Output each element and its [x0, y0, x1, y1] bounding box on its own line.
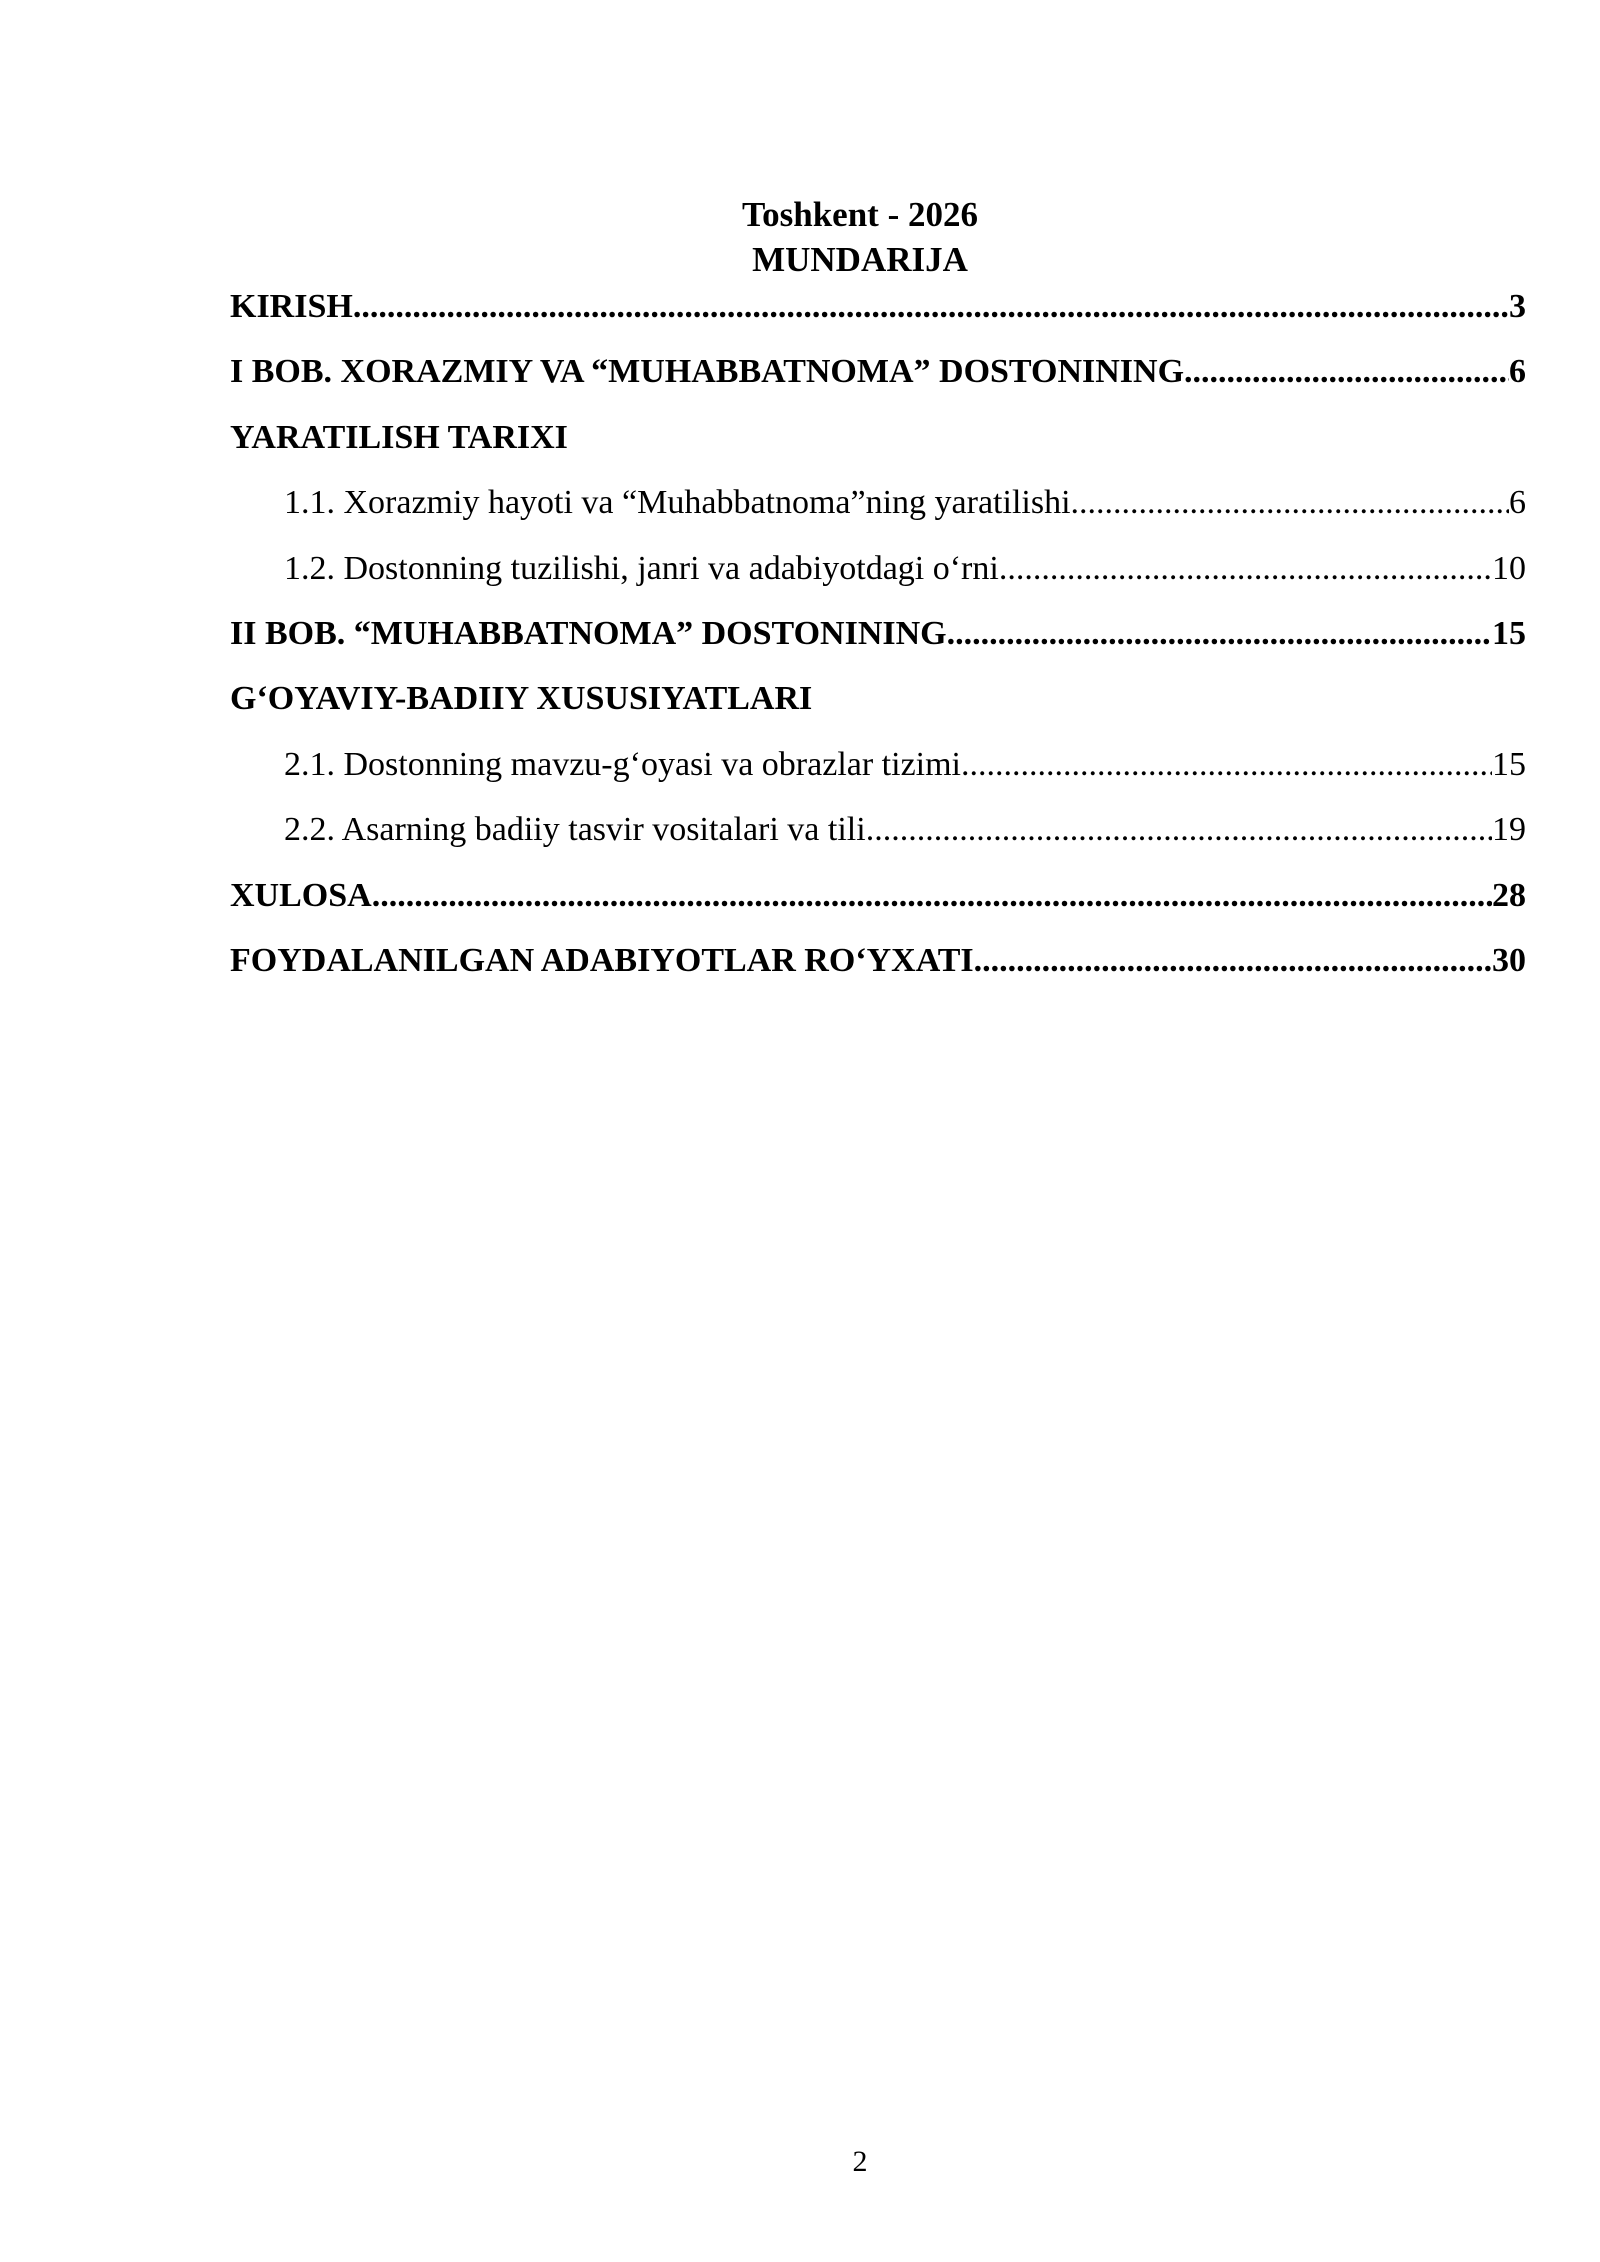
toc-entry-label: 1.1. Xorazmiy hayoti va “Muhabbatnoma”ning yaratilishi [284, 484, 1071, 522]
toc-entry-label: G‘OYAVIY-BADIIY XUSUSIYATLARI [230, 680, 813, 718]
toc-entry-page: 19 [1492, 811, 1526, 849]
toc-entry-section-1-2[interactable] [230, 542, 1526, 607]
toc-entry-page: 6 [1509, 484, 1526, 522]
page-number: 2 [852, 2145, 868, 2178]
toc-entry-chapter-1-continued [230, 411, 1526, 476]
toc-entry-label: 2.1. Dostonning mavzu-g‘oyasi va obrazlar tizimi [284, 745, 961, 783]
toc-entry-kirish[interactable] [230, 280, 1526, 345]
toc-entry-page: 28 [1492, 876, 1526, 914]
toc-entry-page: 10 [1492, 549, 1526, 587]
toc-entry-label: 2.2. Asarning badiiy tasvir vositalari va tili [284, 811, 866, 849]
toc-dot-leader [866, 803, 1492, 857]
toc-entry-label: YARATILISH TARIXI [230, 418, 568, 456]
toc-dot-leader [1184, 345, 1509, 399]
toc-entry-page: 6 [1509, 353, 1526, 391]
toc-dot-leader [999, 542, 1492, 596]
toc-entry-chapter-2[interactable] [230, 607, 1526, 672]
toc-entry-label: FOYDALANILGAN ADABIYOTLAR RO‘YXATI [230, 941, 974, 979]
toc-entry-xulosa[interactable] [230, 869, 1526, 934]
toc-dot-leader [961, 738, 1492, 792]
toc-dot-leader [1071, 476, 1509, 530]
toc-entry-label: I BOB. XORAZMIY VA “MUHABBATNOMA” DOSTONINING [230, 353, 1185, 391]
toc-entry-page: 15 [1492, 745, 1526, 783]
toc-title: MUNDARIJA [752, 240, 968, 279]
toc-entry-chapter-1[interactable] [230, 345, 1526, 410]
table-of-contents [230, 280, 1526, 999]
toc-entry-references[interactable] [230, 934, 1526, 999]
toc-dot-leader [372, 869, 1492, 923]
toc-entry-section-1-1[interactable] [230, 476, 1526, 541]
toc-entry-page: 30 [1492, 941, 1526, 979]
toc-dot-leader [947, 607, 1492, 661]
toc-entry-label: KIRISH [230, 288, 353, 325]
toc-entry-label: XULOSA [230, 876, 372, 914]
toc-dot-leader [353, 280, 1509, 334]
toc-entry-chapter-2-continued [230, 672, 1526, 737]
toc-entry-section-2-1[interactable] [230, 738, 1526, 803]
toc-entry-page: 3 [1509, 288, 1526, 325]
toc-entry-label: II BOB. “MUHABBATNOMA” DOSTONINING [230, 614, 947, 652]
toc-entry-section-2-2[interactable] [230, 803, 1526, 868]
city-year-line: Toshkent - 2026 [742, 195, 978, 234]
toc-dot-leader [974, 934, 1492, 988]
toc-entry-page: 15 [1492, 614, 1526, 652]
toc-entry-label: 1.2. Dostonning tuzilishi, janri va adabiyotdagi o‘rni [284, 549, 999, 587]
